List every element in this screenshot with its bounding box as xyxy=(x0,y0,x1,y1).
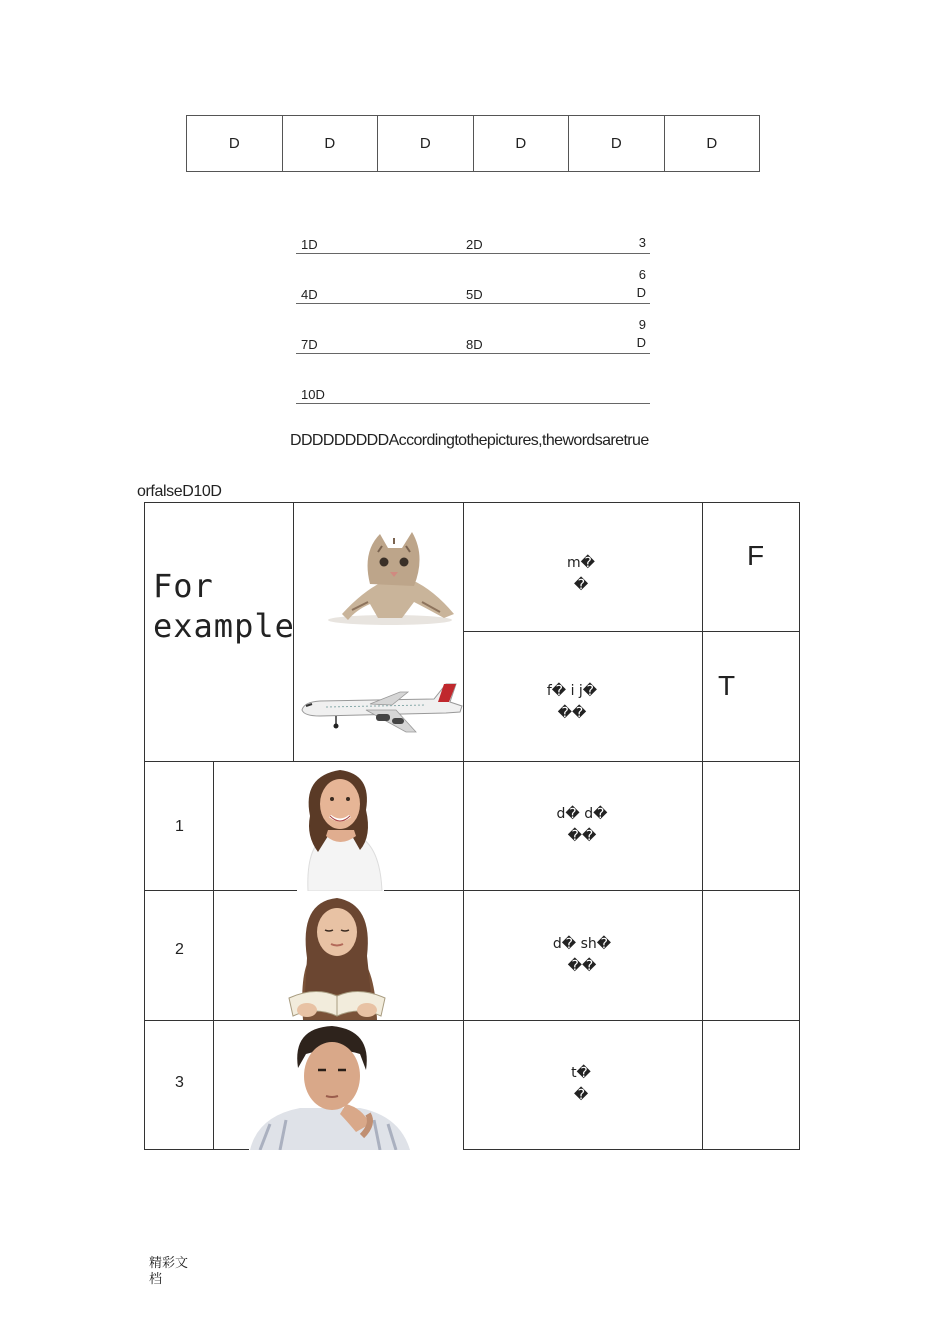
answer-label: 4D xyxy=(301,287,318,302)
answer-label: 1D xyxy=(301,237,318,252)
example-mark: F xyxy=(747,540,765,571)
table-border xyxy=(213,761,214,1150)
pinyin-cell xyxy=(522,933,642,977)
answer-label: 2D xyxy=(466,237,483,252)
example-label: For example xyxy=(153,567,295,645)
instruction-line-2: orfalseD10D xyxy=(137,483,222,500)
answer-label: 10D xyxy=(301,387,325,402)
hanzi-text: �� xyxy=(567,958,597,974)
table-border xyxy=(463,502,464,1150)
score-cell: D xyxy=(474,116,570,171)
airplane-picture xyxy=(296,680,464,740)
score-cell: D xyxy=(569,116,665,171)
score-cell: D xyxy=(283,116,379,171)
answer-label: 8D xyxy=(466,337,483,352)
score-cell: D xyxy=(706,135,718,152)
thinking-man-picture xyxy=(250,1024,410,1150)
pinyin-text: f� i j� xyxy=(546,683,598,699)
answer-row xyxy=(296,304,650,354)
row-number: 2 xyxy=(175,941,184,958)
answer-label: 9 D xyxy=(636,317,646,350)
hanzi-text: � xyxy=(573,1087,589,1103)
pinyin-cell xyxy=(512,680,632,724)
pinyin-cell xyxy=(521,552,641,596)
answer-lines xyxy=(296,228,650,404)
answer-row xyxy=(296,254,650,304)
answer-row xyxy=(296,228,650,254)
table-border xyxy=(144,1149,249,1150)
score-cell: D xyxy=(187,116,283,171)
table-border xyxy=(702,502,703,1150)
table-border xyxy=(384,890,800,891)
answer-label: 7D xyxy=(301,337,318,352)
table-border xyxy=(463,1149,800,1150)
kitten-picture xyxy=(322,522,458,626)
table-border xyxy=(799,502,800,1150)
footer-text: 精彩文 档 xyxy=(149,1256,189,1287)
table-border xyxy=(463,631,800,632)
answer-label: 3 xyxy=(638,235,646,250)
pinyin-text: m� xyxy=(567,555,595,571)
hanzi-text: � xyxy=(573,577,589,593)
pinyin-cell xyxy=(521,1062,641,1106)
pinyin-cell xyxy=(522,803,642,847)
row-number: 3 xyxy=(175,1074,184,1091)
table-border xyxy=(144,502,145,1150)
answer-label: 6 D xyxy=(636,267,646,300)
pinyin-text: d� sh� xyxy=(552,936,612,952)
hanzi-text: �� xyxy=(567,828,597,844)
answer-row xyxy=(296,354,650,404)
answer-label: 5D xyxy=(466,287,483,302)
instruction-line-1: DDDDDDDDDAccordingtothepictures,thewordsaretrue xyxy=(290,432,649,449)
hanzi-text: �� xyxy=(557,705,587,721)
score-table xyxy=(186,115,760,172)
example-mark: T xyxy=(718,670,736,701)
table-border xyxy=(144,890,297,891)
woman-reading-picture xyxy=(285,894,389,1020)
smiling-woman-picture xyxy=(296,766,386,891)
pinyin-text: t� xyxy=(571,1065,591,1081)
row-number: 1 xyxy=(175,818,184,835)
score-cell: D xyxy=(378,116,474,171)
pinyin-text: d� d� xyxy=(556,806,608,822)
